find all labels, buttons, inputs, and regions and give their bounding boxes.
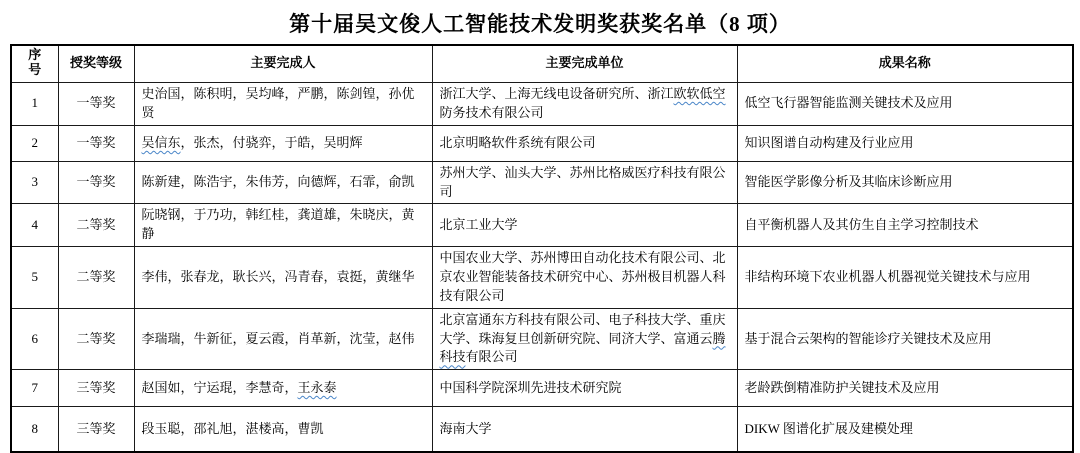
table-row — [11, 308, 1073, 370]
row-result: 低空飞行器智能监测关键技术及应用 — [737, 82, 1073, 125]
row-org — [432, 204, 737, 247]
row-num: 6 — [11, 308, 58, 370]
row-level: 一等奖 — [58, 161, 134, 204]
table-row — [11, 370, 1073, 407]
org-text: 北京富通东方科技有限公司、电子科技大学、重庆大学、珠海复旦创新研究院、同济大学、富通云 — [439, 311, 726, 346]
row-result: 老龄跌倒精准防护关键技术及应用 — [737, 370, 1073, 407]
awards-table — [10, 44, 1074, 453]
row-level: 一等奖 — [58, 82, 134, 125]
row-org — [432, 247, 737, 309]
org-text: 北京明略软件系统有限公司 — [439, 134, 596, 150]
row-people — [134, 308, 432, 370]
row-level: 三等奖 — [58, 370, 134, 407]
row-org — [432, 125, 737, 161]
header-num-label: 序号 — [28, 47, 42, 77]
org-text-spellcheck: 欧软低空 — [673, 85, 726, 101]
org-text: 浙江大学、上海无线电设备研究所、浙江 — [439, 85, 674, 101]
row-org — [432, 82, 737, 125]
people-text-spellcheck: 王永泰 — [297, 379, 337, 395]
row-org — [432, 407, 737, 452]
people-text: 赵国如，宁运琨，李慧奇， — [141, 379, 298, 395]
row-people — [134, 370, 432, 407]
header-num — [11, 45, 58, 82]
row-people — [134, 247, 432, 309]
org-text: 有限公司 — [465, 349, 518, 365]
row-org — [432, 161, 737, 204]
row-num: 2 — [11, 125, 58, 161]
org-text: 防务技术有限公司 — [439, 104, 544, 120]
org-text: 北京工业大学 — [439, 216, 518, 232]
people-text: 李伟，张春龙，耿长兴，冯青春，袁挺，黄继华 — [141, 269, 415, 284]
row-result: 知识图谱自动构建及行业应用 — [737, 125, 1073, 161]
people-text-spellcheck: 吴信东 — [141, 134, 181, 150]
org-text: 海南大学 — [439, 420, 492, 436]
row-level: 三等奖 — [58, 407, 134, 452]
row-people — [134, 125, 432, 161]
row-level: 二等奖 — [58, 204, 134, 247]
row-org — [432, 370, 737, 407]
row-num: 1 — [11, 82, 58, 125]
row-num: 7 — [11, 370, 58, 407]
header-level: 授奖等级 — [58, 45, 134, 82]
header-result: 成果名称 — [737, 45, 1073, 82]
row-level: 二等奖 — [58, 308, 134, 370]
people-text: 段玉聪，邵礼旭，湛楼高，曹凯 — [141, 420, 324, 436]
row-num: 3 — [11, 161, 58, 204]
people-text: 陈新建，陈浩宇，朱伟芳，向德辉，石霏，俞凯 — [141, 174, 415, 190]
row-people — [134, 204, 432, 247]
header-org: 主要完成单位 — [432, 45, 737, 82]
row-result: 非结构环境下农业机器人机器视觉关键技术与应用 — [737, 247, 1073, 309]
page-title: 第十届吴文俊人工智能技术发明奖获奖名单（8 项） — [289, 12, 791, 36]
people-text: 阮晓钢，于乃功，韩红桂，龚道雄，朱晓庆，黄静 — [141, 207, 415, 242]
row-num: 5 — [11, 247, 58, 309]
org-text-spellcheck: 腾科技 — [439, 330, 726, 365]
table-row — [11, 161, 1073, 204]
row-result: 自平衡机器人及其仿生自主学习控制技术 — [737, 204, 1073, 247]
row-result: 智能医学影像分析及其临床诊断应用 — [737, 161, 1073, 204]
row-result: 基于混合云架构的智能诊疗关键技术及应用 — [737, 308, 1073, 370]
people-text: 李瑞瑞，牛新征，夏云霞，肖革新，沈莹，赵伟 — [141, 330, 415, 346]
org-text: 中国农业大学、苏州博田自动化技术有限公司、北京农业智能装备技术研究中心、苏州极目机器人科技有限公司 — [439, 250, 726, 303]
row-num: 4 — [11, 204, 58, 247]
row-level: 一等奖 — [58, 125, 134, 161]
row-people — [134, 161, 432, 204]
row-org — [432, 308, 737, 370]
table-row — [11, 247, 1073, 309]
table-row — [11, 125, 1073, 161]
row-people — [134, 82, 432, 125]
table-row — [11, 204, 1073, 247]
table-header-row — [11, 45, 1073, 82]
row-num: 8 — [11, 407, 58, 452]
row-level: 二等奖 — [58, 247, 134, 309]
table-row — [11, 82, 1073, 125]
row-people — [134, 407, 432, 452]
people-text: 史治国，陈积明，吴均峰，严鹏，陈剑锽，孙优贤 — [141, 85, 415, 120]
header-people: 主要完成人 — [134, 45, 432, 82]
people-text: ，张杰，付骁弈，于皓，吴明辉 — [180, 134, 363, 150]
row-result: DIKW 图谱化扩展及建模处理 — [737, 407, 1073, 452]
org-text: 中国科学院深圳先进技术研究院 — [439, 379, 622, 395]
table-row — [11, 407, 1073, 452]
org-text: 苏州大学、汕头大学、苏州比格威医疗科技有限公司 — [439, 164, 726, 199]
